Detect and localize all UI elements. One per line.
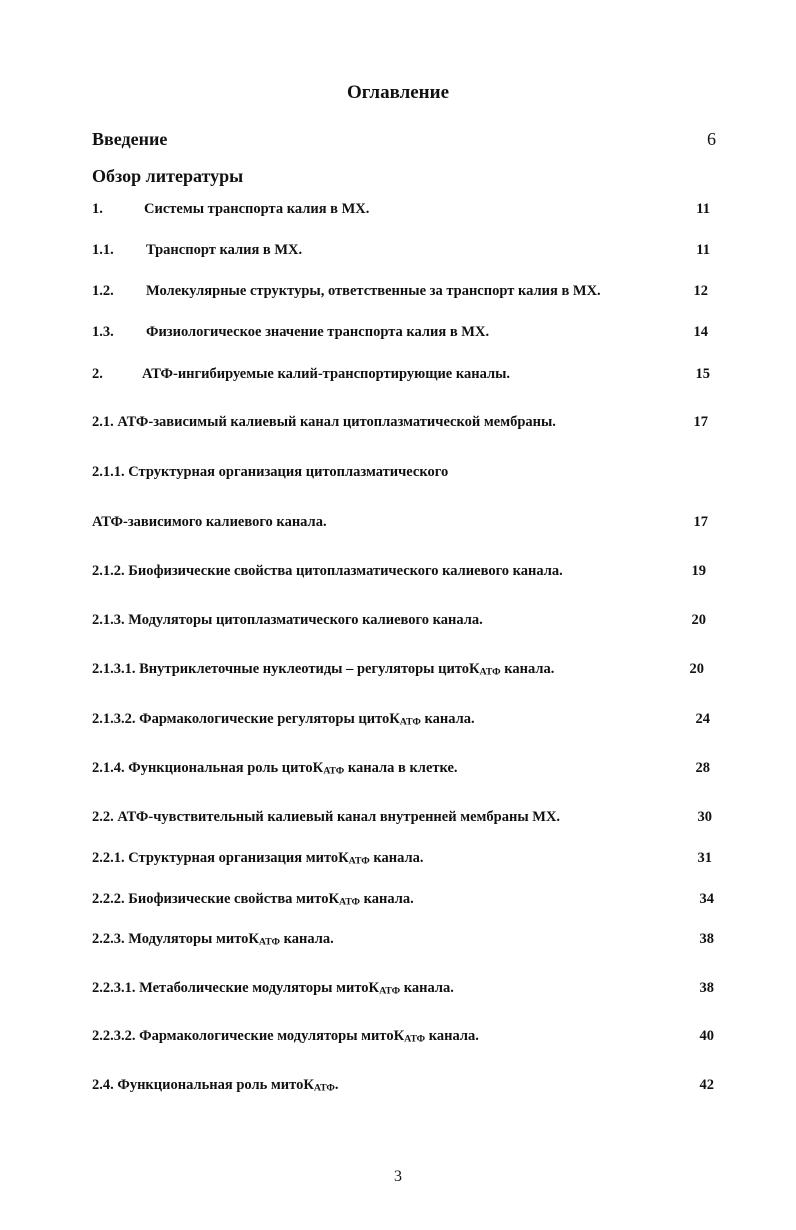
toc-entry-label: Системы транспорта калия в МХ. [144, 201, 370, 217]
toc-entry-text: 2.2.3.1. Метаболические модуляторы митоК$_{АТФ}$ канала. [92, 980, 454, 997]
toc-entry-page: 31 [697, 850, 712, 866]
toc-entry-text: 2.2.3. Модуляторы митоК$_{АТФ}$ канала. [92, 931, 334, 948]
toc-entry-text: 2.1.3.2. Фармакологические регуляторы цитоК$_{АТФ}$ канала. [92, 711, 475, 728]
page-title: Оглавление [346, 82, 450, 103]
toc-entry-page: 11 [696, 242, 710, 258]
toc-entry-text: 2.1.2. Биофизические свойства цитоплазматического калиевого канала. [92, 563, 563, 579]
toc-entry-text: 2.2. АТФ-чувствительный калиевый канал внутренней мембраны МХ. [92, 809, 561, 825]
toc-entry [92, 166, 796, 190]
toc-entry [92, 1028, 796, 1052]
toc-entry [92, 366, 796, 390]
toc-entry [92, 760, 796, 784]
toc-entry-page: 19 [691, 563, 706, 579]
toc-entry [92, 414, 796, 438]
toc-entry [92, 850, 796, 874]
toc-entry-text: 2.1.4. Функциональная роль цитоК$_{АТФ}$ канала в клетке. [92, 760, 458, 777]
toc-entry [92, 980, 796, 1004]
toc-entry-text: 2.2.2. Биофизические свойства митоК$_{АТФ}$ канала. [92, 891, 414, 908]
toc-entry-page: 24 [695, 711, 710, 727]
toc-entry-number: 1.2. [92, 283, 114, 299]
toc-entry [92, 242, 796, 266]
toc-entry [92, 201, 796, 225]
toc-entry [92, 129, 796, 153]
toc-entry [92, 931, 796, 955]
toc-entry-number: 2. [92, 366, 103, 382]
toc-entry-page: 6 [707, 129, 716, 149]
toc-entry [92, 809, 796, 833]
toc-entry [92, 563, 796, 587]
toc-entry-page: 17 [693, 514, 708, 530]
toc-entry-page: 14 [693, 324, 708, 340]
toc-entry [92, 324, 796, 348]
toc-entry-page: 20 [691, 612, 706, 628]
toc-entry-text: АТФ-зависимого калиевого канала. [92, 514, 327, 530]
toc-entry-text: 2.2.3.2. Фармакологические модуляторы митоК$_{АТФ}$ канала. [92, 1028, 479, 1045]
page-number: 3 [394, 1168, 402, 1185]
toc-entry-page: 17 [693, 414, 708, 430]
toc-entry-label: Физиологическое значение транспорта калия в МХ. [146, 324, 490, 340]
toc-entry [92, 464, 796, 488]
toc-entry-text: 2.1.1. Структурная организация цитоплазматического [92, 464, 449, 480]
toc-entry-label: Молекулярные структуры, ответственные за транспорт калия в МХ. [146, 283, 601, 299]
toc-entry-page: 28 [695, 760, 710, 776]
toc-entry [92, 1077, 796, 1101]
toc-entry-text: 2.1. АТФ-зависимый калиевый канал цитоплазматической мембраны. [92, 414, 556, 430]
toc-entry-page: 34 [699, 891, 714, 907]
toc-entry-text: 2.2.1. Структурная организация митоК$_{АТФ}$ канала. [92, 850, 424, 867]
toc-entry-label: АТФ-ингибируемые калий-транспортирующие каналы. [142, 366, 511, 382]
toc-entry [92, 612, 796, 636]
toc-entry-page: 38 [699, 931, 714, 947]
toc-entry-page: 15 [695, 366, 710, 382]
toc-entry [92, 711, 796, 735]
toc-entry-number: 1. [92, 201, 103, 217]
toc-entry-text: Введение [92, 129, 168, 149]
toc-entry-label: Транспорт калия в МХ. [146, 242, 303, 258]
toc-entry-text: 2.4. Функциональная роль митоК$_{АТФ}$. [92, 1077, 339, 1094]
toc-entry-page: 38 [699, 980, 714, 996]
toc-entry-text: 2.1.3.1. Внутриклеточные нуклеотиды – регуляторы цитоК$_{АТФ}$ канала. [92, 661, 555, 678]
toc-entry [92, 891, 796, 915]
toc-entry-text: Обзор литературы [92, 166, 244, 186]
toc-entry-page: 42 [699, 1077, 714, 1093]
toc-entry-page: 20 [689, 661, 704, 677]
toc-entry-number: 1.1. [92, 242, 114, 258]
toc-entry-page: 12 [693, 283, 708, 299]
toc-entry-page: 40 [699, 1028, 714, 1044]
toc-entry-text: 2.1.3. Модуляторы цитоплазматического калиевого канала. [92, 612, 483, 628]
toc-entry-page: 30 [697, 809, 712, 825]
toc-entry-page: 11 [696, 201, 710, 217]
toc-entry [92, 514, 796, 538]
toc-entry [92, 661, 796, 685]
toc-entry-number: 1.3. [92, 324, 114, 340]
toc-entry [92, 283, 796, 307]
